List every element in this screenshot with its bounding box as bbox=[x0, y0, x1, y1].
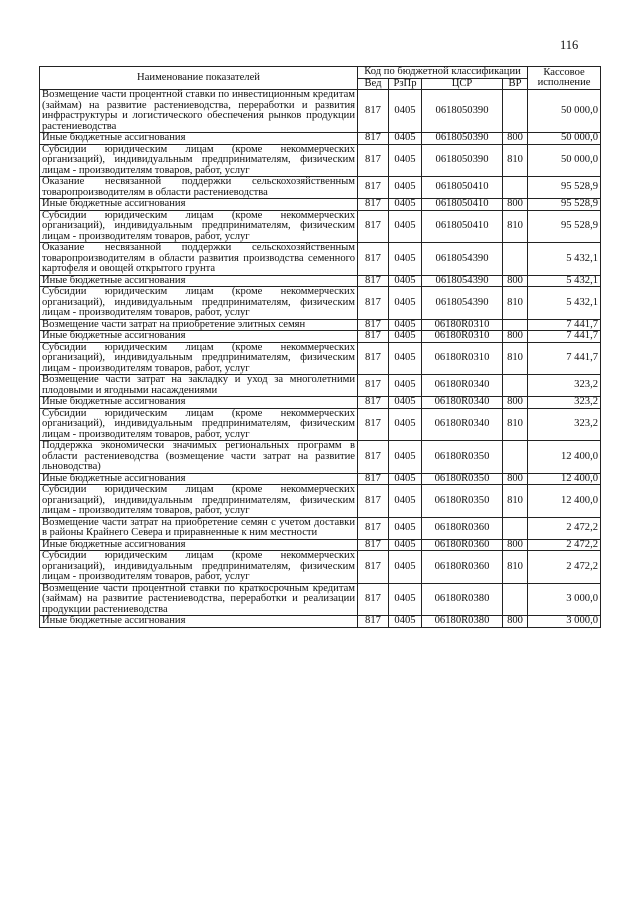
cell-vr: 800 bbox=[503, 397, 528, 409]
cell-csr: 0618054390 bbox=[422, 275, 503, 287]
header-vr: ВР bbox=[503, 78, 528, 90]
cell-amount: 5 432,1 bbox=[528, 275, 601, 287]
cell-vr: 800 bbox=[503, 331, 528, 343]
header-rzpr: РзПр bbox=[389, 78, 422, 90]
cell-rzpr: 0405 bbox=[389, 342, 422, 375]
cell-ved: 817 bbox=[358, 539, 389, 551]
cell-indicator-name: Поддержка экономически значимых региональных программ в области растениеводства (возмещение части затрат на развитие льноводства) bbox=[40, 441, 358, 474]
cell-csr: 06180R0340 bbox=[422, 408, 503, 441]
cell-vr: 800 bbox=[503, 199, 528, 211]
cell-amount: 3 000,0 bbox=[528, 616, 601, 628]
cell-amount: 95 528,9 bbox=[528, 210, 601, 243]
table-row bbox=[40, 331, 601, 343]
cell-csr: 06180R0360 bbox=[422, 551, 503, 584]
cell-csr: 06180R0350 bbox=[422, 441, 503, 474]
cell-vr: 810 bbox=[503, 551, 528, 584]
table-row bbox=[40, 342, 601, 375]
cell-rzpr: 0405 bbox=[389, 287, 422, 320]
cell-indicator-name: Иные бюджетные ассигнования bbox=[40, 397, 358, 409]
cell-amount: 7 441,7 bbox=[528, 319, 601, 331]
page-number: 116 bbox=[560, 38, 579, 52]
cell-indicator-name: Иные бюджетные ассигнования bbox=[40, 331, 358, 343]
cell-amount: 2 472,2 bbox=[528, 539, 601, 551]
cell-indicator-name: Субсидии юридическим лицам (кроме некоммерческих организаций), индивидуальным предпринимателям, физическим лицам - производителям товаров, работ, услуг bbox=[40, 144, 358, 177]
cell-amount: 12 400,0 bbox=[528, 473, 601, 485]
table-row bbox=[40, 210, 601, 243]
cell-rzpr: 0405 bbox=[389, 551, 422, 584]
cell-ved: 817 bbox=[358, 90, 389, 133]
cell-rzpr: 0405 bbox=[389, 133, 422, 145]
header-ved: Вед bbox=[358, 78, 389, 90]
cell-amount: 7 441,7 bbox=[528, 331, 601, 343]
cell-csr: 0618050410 bbox=[422, 199, 503, 211]
cell-ved: 817 bbox=[358, 319, 389, 331]
cell-ved: 817 bbox=[358, 133, 389, 145]
cell-ved: 817 bbox=[358, 210, 389, 243]
cell-indicator-name: Оказание несвязанной поддержки сельскохозяйственным товаропроизводителям в области растениеводства bbox=[40, 177, 358, 199]
cell-indicator-name: Возмещение части затрат на приобретение элитных семян bbox=[40, 319, 358, 331]
table-row bbox=[40, 485, 601, 518]
cell-ved: 817 bbox=[358, 331, 389, 343]
cell-rzpr: 0405 bbox=[389, 375, 422, 397]
cell-rzpr: 0405 bbox=[389, 199, 422, 211]
cell-amount: 323,2 bbox=[528, 397, 601, 409]
cell-amount: 2 472,2 bbox=[528, 551, 601, 584]
cell-csr: 06180R0310 bbox=[422, 342, 503, 375]
budget-execution-table bbox=[39, 66, 601, 628]
cell-csr: 06180R0350 bbox=[422, 485, 503, 518]
cell-ved: 817 bbox=[358, 583, 389, 616]
cell-vr: 810 bbox=[503, 287, 528, 320]
cell-vr bbox=[503, 517, 528, 539]
cell-vr bbox=[503, 375, 528, 397]
cell-indicator-name: Иные бюджетные ассигнования bbox=[40, 539, 358, 551]
table-row bbox=[40, 397, 601, 409]
cell-rzpr: 0405 bbox=[389, 90, 422, 133]
table-row bbox=[40, 177, 601, 199]
cell-indicator-name: Возмещение части затрат на закладку и уход за многолетними плодовыми и ягодными насаждениями bbox=[40, 375, 358, 397]
cell-vr bbox=[503, 583, 528, 616]
cell-vr: 800 bbox=[503, 539, 528, 551]
cell-ved: 817 bbox=[358, 342, 389, 375]
cell-ved: 817 bbox=[358, 199, 389, 211]
cell-amount: 5 432,1 bbox=[528, 287, 601, 320]
cell-vr bbox=[503, 177, 528, 199]
cell-vr: 810 bbox=[503, 342, 528, 375]
table-row bbox=[40, 408, 601, 441]
cell-vr: 810 bbox=[503, 485, 528, 518]
cell-rzpr: 0405 bbox=[389, 485, 422, 518]
cell-rzpr: 0405 bbox=[389, 144, 422, 177]
cell-ved: 817 bbox=[358, 375, 389, 397]
cell-rzpr: 0405 bbox=[389, 616, 422, 628]
table-row bbox=[40, 199, 601, 211]
cell-indicator-name: Иные бюджетные ассигнования bbox=[40, 616, 358, 628]
cell-csr: 06180R0380 bbox=[422, 583, 503, 616]
cell-csr: 0618050410 bbox=[422, 210, 503, 243]
cell-csr: 06180R0340 bbox=[422, 397, 503, 409]
cell-ved: 817 bbox=[358, 517, 389, 539]
cell-indicator-name: Возмещение части процентной ставки по краткосрочным кредитам (займам) на развитие растениеводства, переработки и реализации продукции растениеводства bbox=[40, 583, 358, 616]
cell-vr bbox=[503, 319, 528, 331]
cell-amount: 5 432,1 bbox=[528, 243, 601, 276]
table-row bbox=[40, 375, 601, 397]
table-row bbox=[40, 287, 601, 320]
cell-rzpr: 0405 bbox=[389, 275, 422, 287]
cell-indicator-name: Субсидии юридическим лицам (кроме некоммерческих организаций), индивидуальным предпринимателям, физическим лицам - производителям товаров, работ, услуг bbox=[40, 210, 358, 243]
cell-amount: 50 000,0 bbox=[528, 90, 601, 133]
cell-vr: 810 bbox=[503, 408, 528, 441]
cell-rzpr: 0405 bbox=[389, 397, 422, 409]
cell-rzpr: 0405 bbox=[389, 539, 422, 551]
table-row bbox=[40, 616, 601, 628]
cell-amount: 50 000,0 bbox=[528, 133, 601, 145]
cell-indicator-name: Субсидии юридическим лицам (кроме некоммерческих организаций), индивидуальным предпринимателям, физическим лицам - производителям товаров, работ, услуг bbox=[40, 408, 358, 441]
cell-amount: 2 472,2 bbox=[528, 517, 601, 539]
table-row bbox=[40, 551, 601, 584]
table-row bbox=[40, 539, 601, 551]
cell-amount: 3 000,0 bbox=[528, 583, 601, 616]
table-row bbox=[40, 583, 601, 616]
cell-rzpr: 0405 bbox=[389, 441, 422, 474]
cell-indicator-name: Субсидии юридическим лицам (кроме некоммерческих организаций), индивидуальным предпринимателям, физическим лицам - производителям товаров, работ, услуг bbox=[40, 287, 358, 320]
cell-csr: 0618050390 bbox=[422, 90, 503, 133]
cell-indicator-name: Субсидии юридическим лицам (кроме некоммерческих организаций), индивидуальным предпринимателям, физическим лицам - производителям товаров, работ, услуг bbox=[40, 551, 358, 584]
cell-csr: 06180R0350 bbox=[422, 473, 503, 485]
table-row bbox=[40, 319, 601, 331]
cell-indicator-name: Возмещение части процентной ставки по инвестиционным кредитам (займам) на развитие растениеводства, переработки и развития инфраструктуры и логистического обеспечения рынков продукции растениеводства bbox=[40, 90, 358, 133]
cell-indicator-name: Иные бюджетные ассигнования bbox=[40, 199, 358, 211]
cell-ved: 817 bbox=[358, 243, 389, 276]
table-row bbox=[40, 90, 601, 133]
cell-vr: 810 bbox=[503, 144, 528, 177]
cell-rzpr: 0405 bbox=[389, 210, 422, 243]
cell-vr: 800 bbox=[503, 275, 528, 287]
cell-rzpr: 0405 bbox=[389, 517, 422, 539]
cell-rzpr: 0405 bbox=[389, 331, 422, 343]
cell-ved: 817 bbox=[358, 551, 389, 584]
table-row bbox=[40, 517, 601, 539]
cell-csr: 0618050390 bbox=[422, 144, 503, 177]
cell-indicator-name: Возмещение части затрат на приобретение семян с учетом доставки в районы Крайнего Севера и приравненные к ним местности bbox=[40, 517, 358, 539]
cell-ved: 817 bbox=[358, 473, 389, 485]
cell-csr: 06180R0340 bbox=[422, 375, 503, 397]
cell-ved: 817 bbox=[358, 616, 389, 628]
cell-amount: 50 000,0 bbox=[528, 144, 601, 177]
cell-amount: 323,2 bbox=[528, 408, 601, 441]
table-row bbox=[40, 144, 601, 177]
cell-vr bbox=[503, 243, 528, 276]
cell-ved: 817 bbox=[358, 275, 389, 287]
header-csr: ЦСР bbox=[422, 78, 503, 90]
table-row bbox=[40, 275, 601, 287]
header-cash-execution: Кассовое исполнение bbox=[528, 67, 601, 90]
cell-ved: 817 bbox=[358, 287, 389, 320]
cell-csr: 0618054390 bbox=[422, 287, 503, 320]
cell-amount: 95 528,9 bbox=[528, 199, 601, 211]
cell-vr: 800 bbox=[503, 616, 528, 628]
cell-rzpr: 0405 bbox=[389, 177, 422, 199]
cell-amount: 323,2 bbox=[528, 375, 601, 397]
cell-rzpr: 0405 bbox=[389, 243, 422, 276]
table-row bbox=[40, 441, 601, 474]
cell-ved: 817 bbox=[358, 485, 389, 518]
table-row bbox=[40, 133, 601, 145]
cell-indicator-name: Субсидии юридическим лицам (кроме некоммерческих организаций), индивидуальным предпринимателям, физическим лицам - производителям товаров, работ, услуг bbox=[40, 342, 358, 375]
cell-rzpr: 0405 bbox=[389, 408, 422, 441]
cell-ved: 817 bbox=[358, 177, 389, 199]
header-indicator-name: Наименование показателей bbox=[40, 67, 358, 90]
cell-ved: 817 bbox=[358, 441, 389, 474]
cell-csr: 0618050410 bbox=[422, 177, 503, 199]
table-row bbox=[40, 473, 601, 485]
cell-csr: 06180R0360 bbox=[422, 517, 503, 539]
cell-indicator-name: Иные бюджетные ассигнования bbox=[40, 275, 358, 287]
cell-rzpr: 0405 bbox=[389, 319, 422, 331]
cell-amount: 7 441,7 bbox=[528, 342, 601, 375]
cell-vr: 800 bbox=[503, 473, 528, 485]
cell-csr: 06180R0310 bbox=[422, 319, 503, 331]
cell-indicator-name: Оказание несвязанной поддержки сельскохозяйственным товаропроизводителям в области развития производства семенного картофеля и овощей открытого грунта bbox=[40, 243, 358, 276]
cell-vr bbox=[503, 441, 528, 474]
cell-indicator-name: Субсидии юридическим лицам (кроме некоммерческих организаций), индивидуальным предпринимателям, физическим лицам - производителям товаров, работ, услуг bbox=[40, 485, 358, 518]
cell-csr: 0618050390 bbox=[422, 133, 503, 145]
cell-ved: 817 bbox=[358, 408, 389, 441]
cell-ved: 817 bbox=[358, 397, 389, 409]
cell-csr: 06180R0380 bbox=[422, 616, 503, 628]
cell-amount: 12 400,0 bbox=[528, 485, 601, 518]
table-row bbox=[40, 243, 601, 276]
cell-indicator-name: Иные бюджетные ассигнования bbox=[40, 473, 358, 485]
cell-amount: 95 528,9 bbox=[528, 177, 601, 199]
cell-ved: 817 bbox=[358, 144, 389, 177]
cell-rzpr: 0405 bbox=[389, 473, 422, 485]
cell-vr bbox=[503, 90, 528, 133]
cell-csr: 06180R0310 bbox=[422, 331, 503, 343]
cell-vr: 800 bbox=[503, 133, 528, 145]
cell-rzpr: 0405 bbox=[389, 583, 422, 616]
cell-indicator-name: Иные бюджетные ассигнования bbox=[40, 133, 358, 145]
cell-csr: 0618054390 bbox=[422, 243, 503, 276]
cell-vr: 810 bbox=[503, 210, 528, 243]
cell-csr: 06180R0360 bbox=[422, 539, 503, 551]
header-budget-code: Код по бюджетной классификации bbox=[358, 67, 528, 79]
cell-amount: 12 400,0 bbox=[528, 441, 601, 474]
